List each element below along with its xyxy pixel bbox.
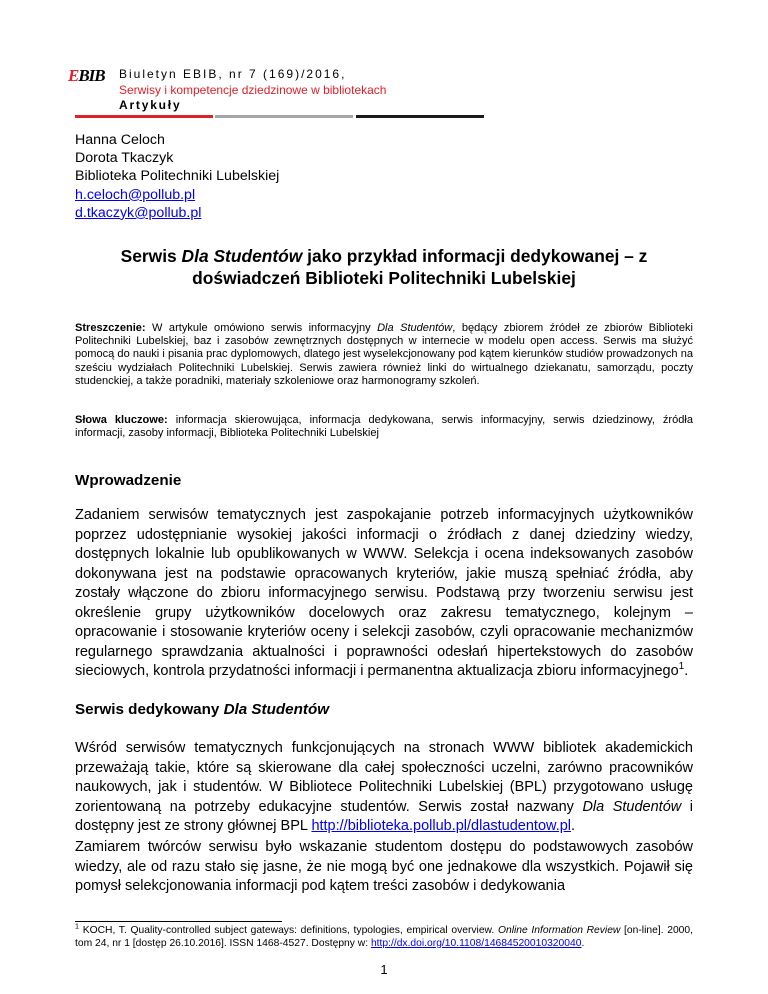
ebib-logo: EBIB [68, 66, 105, 85]
footnote: $^1$ KOCH, T. Quality-controlled subject gateways: definitions, typologies, empirical overview. Online Information Review [on-line]. 2000, tom 24, nr 1 [dostęp 26.10.2016]. ISSN 1468-4527. Dostępny w: http://dx.doi.org/10.1108/14684520010320040. [75, 921, 694, 949]
section-heading: Wprowadzenie [75, 472, 182, 489]
service-link[interactable]: http://biblioteka.pollub.pl/dlastudentow.pl [311, 818, 572, 834]
author-name: Dorota Tkaczyk [75, 150, 174, 167]
issue-theme: Serwisy i kompetencje dziedzinowe w bibliotekach [119, 83, 387, 97]
paragraph: Zamiarem twórców serwisu było wskazanie studentom dostępu do podstawowych zasobów wiedzy, ale od razu stało się jasne, że nie mogą być one jednakowe dla wszystkich. Pojawił się pomysł selekcjonowania informacji pod kątem treści zasobów i dedykowania [75, 839, 693, 894]
keywords: Słowa kluczowe: informacja skierowująca, informacja dedykowana, serwis informacyjny, serwis dziedzinowy, źródła informacji, zasoby informacji, Biblioteka Politechniki Lubelskiej [75, 414, 693, 440]
section-heading: Serwis dedykowany Dla Studentów [75, 701, 330, 718]
paragraph: Wśród serwisów tematycznych funkcjonujących na stronach WWW bibliotek akademickich przeważają takie, które są skierowane dla całej społeczności uczelni, zarówno pracowników naukowych, jak i studentów. W Bibliotece Politechniki Lubelskiej (BPL) przygotowano usługę zorientowaną na potrzeby edukacyjne studentów. Serwis został nazwany Dla Studentów i dostępny jest ze strony głównej BPL http://biblioteka.pollub.pl/dlastudentow.pl. [75, 740, 694, 834]
author-affiliation: Biblioteka Politechniki Lubelskiej [75, 168, 280, 185]
footnote-ref[interactable]: 1 [678, 661, 685, 673]
author-email-link[interactable]: h.celoch@pollub.pl [75, 186, 196, 203]
header-rule-red [75, 115, 213, 118]
article-title: Serwis Dla Studentów jako przykład informacji dedykowanej – z doświadczeń Biblioteki Politechniki Lubelskiej [120, 246, 648, 288]
author-block [75, 131, 279, 222]
author-email-link[interactable]: d.tkaczyk@pollub.pl [75, 204, 202, 221]
footnote-divider [75, 921, 282, 922]
paragraph: Zadaniem serwisów tematycznych jest zaspokajanie potrzeb informacyjnych użytkowników poprzez udostępnianie wysokiej jakości informacji o źródłach z danej dziedziny wiedzy, dostępnych lokalnie lub opublikowanych w WWW. Selekcja i ocena indeksowanych zasobów dokonywana jest na podstawie opracowanych kryteriów, jakie muszą spełniać źródła, aby zostały włączone do zbioru informacyjnego serwisu. Podstawą przy tworzeniu serwisu jest określenie grupy użytkowników docelowych oraz zakresu tematycznego, kolejnym – opracowanie i stosowanie kryteriów oceny i selekcji zasobów, czyli opracowanie mechanizmów regularnego sprawdzania aktualności i poprawności odesłań hipertekstowych do zasobów sieciowych, kontrola przydatności informacji i permanentna aktualizacja zbioru informacyjnego$^1$. [75, 507, 693, 679]
bulletin-issue: Biuletyn EBIB, nr 7 (169)/2016, [119, 67, 347, 81]
header-rule-black [356, 115, 484, 118]
section-label: Artykuły [119, 98, 182, 112]
abstract: Streszczenie: W artykule omówiono serwis informacyjny Dla Studentów, będący zbiorem źródeł ze zbiorów Biblioteki Politechniki Lubelskiej, baz i zasobów zewnętrznych dostępnych w internecie w modelu open access. Serwis ma służyć pomocą do nauki i pisania prac dyplomowych, dlatego jest wyselekcjonowany pod kątem kierunków studiów prowadzonych na sześciu wydziałach Politechniki Lubelskiej. Serwis zawiera również linki do wirtualnego dziekanatu, samorządu, poczty studenckiej, a także poradniki, materiały szkoleniowe oraz harmonogramy szkoleń. [75, 322, 693, 387]
author-name: Hanna Celoch [75, 132, 165, 148]
header-rule-gray [215, 115, 353, 118]
page-number: 1 [380, 962, 388, 977]
doi-link[interactable]: http://dx.doi.org/10.1108/14684520010320040 [370, 937, 582, 949]
